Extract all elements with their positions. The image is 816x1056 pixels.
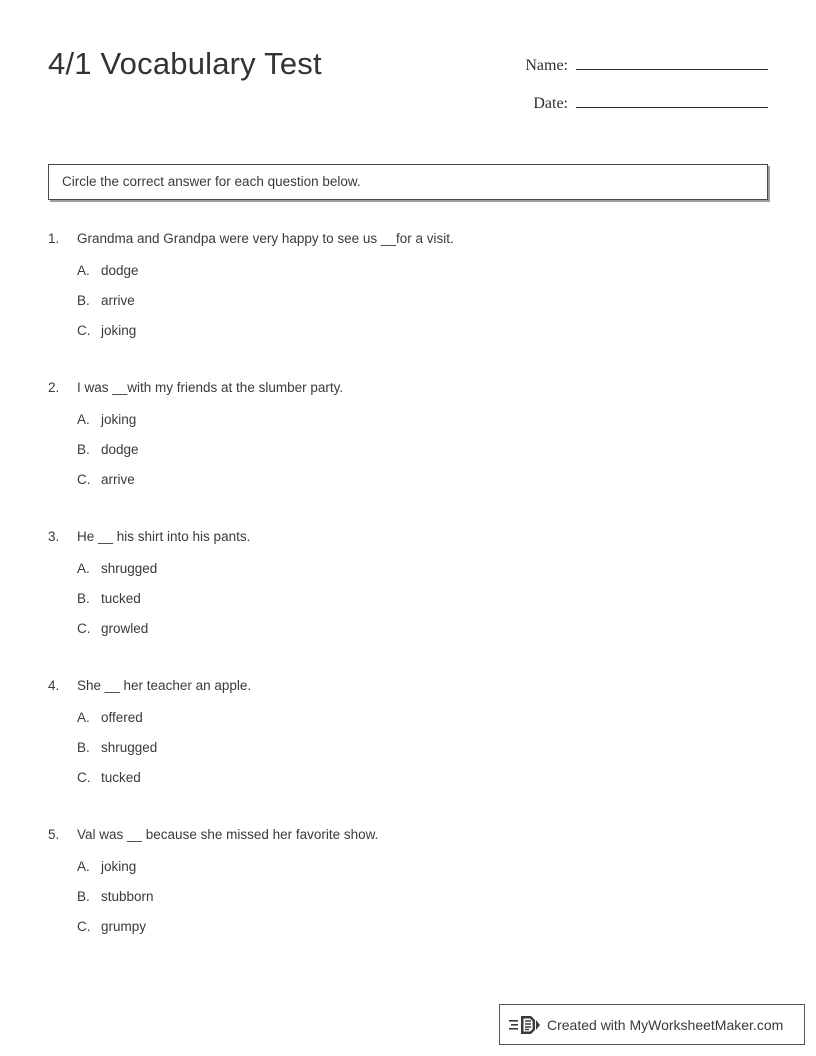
option-letter: C. [77, 472, 91, 487]
option-letter: A. [77, 561, 90, 576]
option-list [48, 263, 768, 353]
footer-attribution-badge[interactable] [499, 1004, 805, 1045]
answer-option[interactable] [77, 472, 768, 502]
answer-option[interactable] [77, 323, 768, 353]
footer-attribution-text: Created with MyWorksheetMaker.com [547, 1016, 784, 1033]
option-letter: C. [77, 621, 91, 636]
answer-option[interactable] [77, 412, 768, 442]
instruction-text: Circle the correct answer for each question below. [62, 174, 361, 190]
question-number: 3. [48, 529, 60, 544]
question-text: Grandma and Grandpa were very happy to see us __for a visit. [77, 231, 454, 246]
instruction-box [48, 164, 768, 200]
answer-option[interactable] [77, 293, 768, 323]
question-text: She __ her teacher an apple. [77, 678, 252, 693]
answer-option[interactable] [77, 263, 768, 293]
option-letter: A. [77, 710, 90, 725]
option-letter: B. [77, 740, 90, 755]
option-letter: C. [77, 323, 91, 338]
option-letter: C. [77, 919, 91, 934]
option-list [48, 412, 768, 502]
question-text: I was __with my friends at the slumber party. [77, 380, 344, 395]
answer-option[interactable] [77, 710, 768, 740]
option-letter: B. [77, 591, 90, 606]
question-line [48, 231, 768, 246]
option-letter: C. [77, 770, 91, 785]
answer-option[interactable] [77, 859, 768, 889]
date-row [516, 88, 768, 126]
question-block [48, 529, 768, 651]
answer-option[interactable] [77, 740, 768, 770]
answer-option[interactable] [77, 770, 768, 800]
option-letter: A. [77, 263, 90, 278]
answer-option[interactable] [77, 919, 768, 949]
option-text: stubborn [101, 889, 154, 904]
answer-option[interactable] [77, 889, 768, 919]
option-text: shrugged [101, 561, 158, 576]
option-letter: B. [77, 889, 90, 904]
option-text: tucked [101, 591, 141, 606]
option-text: tucked [101, 770, 141, 785]
option-text: grumpy [101, 919, 147, 934]
option-text: joking [101, 859, 137, 874]
option-text: dodge [101, 263, 139, 278]
date-label: Date: [533, 95, 568, 112]
name-input-line[interactable] [576, 50, 768, 70]
answer-option[interactable] [77, 561, 768, 591]
worksheet-maker-logo-icon [509, 1013, 543, 1037]
option-text: offered [101, 710, 143, 725]
answer-option[interactable] [77, 591, 768, 621]
question-block [48, 827, 768, 949]
option-letter: B. [77, 442, 90, 457]
option-list [48, 561, 768, 651]
name-label: Name: [525, 57, 568, 74]
worksheet-header [48, 44, 768, 124]
question-number: 1. [48, 231, 60, 246]
option-letter: B. [77, 293, 90, 308]
name-date-block [516, 50, 768, 126]
question-line [48, 529, 768, 544]
option-letter: A. [77, 859, 90, 874]
question-block [48, 231, 768, 353]
option-list [48, 859, 768, 949]
name-row [516, 50, 768, 88]
question-text: He __ his shirt into his pants. [77, 529, 251, 544]
option-text: growled [101, 621, 149, 636]
question-list [48, 231, 768, 976]
option-text: arrive [101, 472, 135, 487]
question-number: 4. [48, 678, 60, 693]
option-text: dodge [101, 442, 139, 457]
question-text: Val was __ because she missed her favorite show. [77, 827, 379, 842]
answer-option[interactable] [77, 442, 768, 472]
answer-option[interactable] [77, 621, 768, 651]
option-text: shrugged [101, 740, 158, 755]
option-text: joking [101, 323, 137, 338]
question-number: 2. [48, 380, 60, 395]
option-list [48, 710, 768, 800]
option-text: arrive [101, 293, 135, 308]
option-letter: A. [77, 412, 90, 427]
question-line [48, 827, 768, 842]
question-block [48, 380, 768, 502]
date-input-line[interactable] [576, 88, 768, 108]
page-title: 4/1 Vocabulary Test [48, 46, 322, 81]
question-line [48, 380, 768, 395]
question-line [48, 678, 768, 693]
question-block [48, 678, 768, 800]
option-text: joking [101, 412, 137, 427]
question-number: 5. [48, 827, 60, 842]
